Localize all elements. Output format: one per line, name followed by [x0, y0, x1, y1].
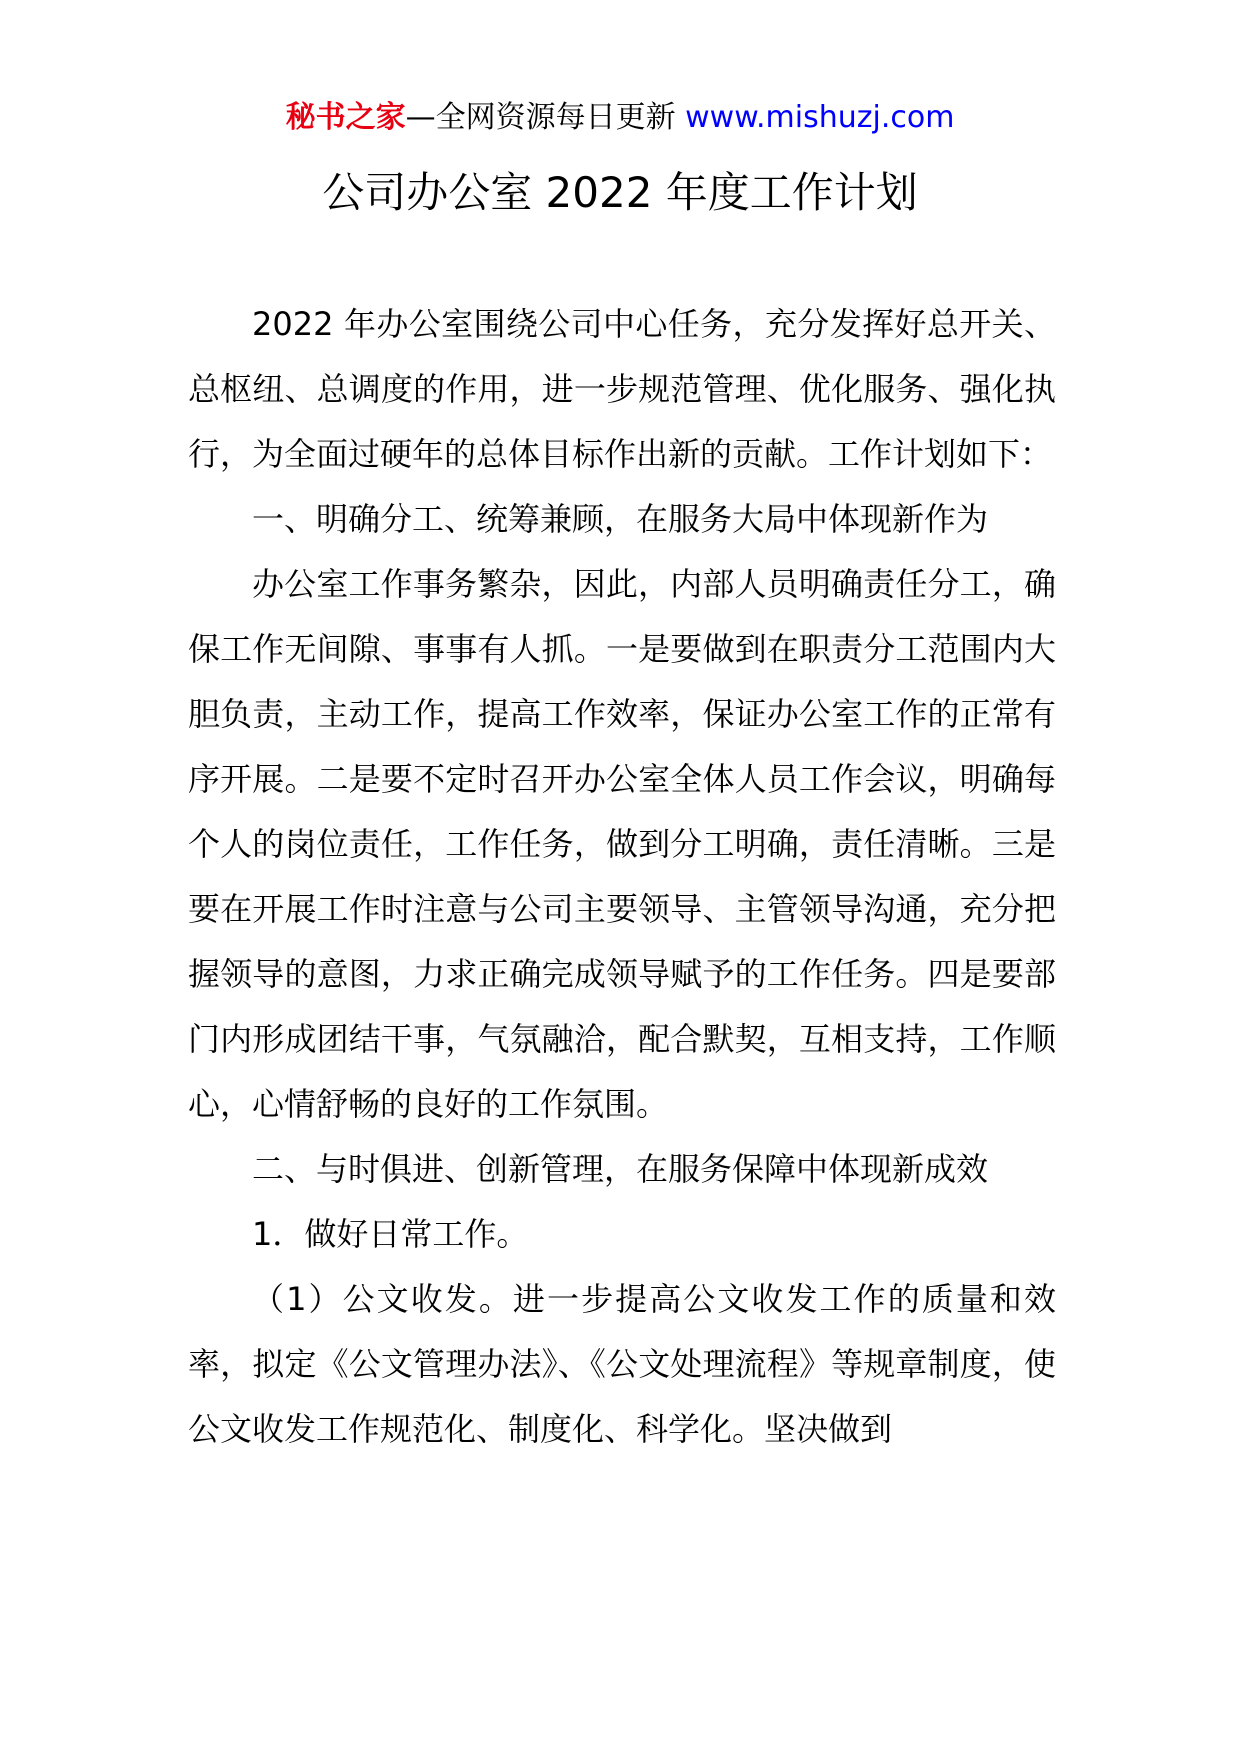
subsection-heading-1: 1．做好日常工作。	[252, 1215, 529, 1253]
watermark-header	[0, 98, 1240, 138]
section-heading-2: 二、与时俱进、创新管理，在服务保障中体现新成效	[252, 1150, 989, 1188]
intro-paragraph: 2022 年办公室围绕公司中心任务，充分发挥好总开关、总枢纽、总调度的作用，进一步规范管理、优化服务、强化执行，为全面过硬年的总体目标作出新的贡献。工作计划如下：	[188, 305, 1056, 473]
section-1-paragraph: 办公室工作事务繁杂，因此，内部人员明确责任分工，确保工作无间隙、事事有人抓。一是要做到在职责分工范围内大胆负责，主动工作，提高工作效率，保证办公室工作的正常有序开展。二是要不定时召开办公室全体人员工作会议，明确每个人的岗位责任，工作任务，做到分工明确，责任清晰。三是要在开展工作时注意与公司主要领导、主管领导沟通，充分把握领导的意图，力求正确完成领导赋予的工作任务。四是要部门内形成团结干事，气氛融洽，配合默契，互相支持，工作顺心，心情舒畅的良好的工作氛围。	[188, 565, 1056, 1123]
site-slogan: —全网资源每日更新	[405, 100, 686, 135]
site-url-link[interactable]: www.mishuzj.com	[685, 100, 955, 135]
section-heading-1: 一、明确分工、统筹兼顾，在服务大局中体现新作为	[252, 500, 989, 538]
subsection-1-1-paragraph: （1）公文收发。进一步提高公文收发工作的质量和效率，拟定《公文管理办法》、《公文处理流程》等规章制度，使公文收发工作规范化、制度化、科学化。坚决做到	[188, 1280, 1056, 1448]
document-body	[188, 292, 1056, 1462]
document-title: 公司办公室 2022 年度工作计划	[322, 168, 918, 217]
site-brand: 秘书之家	[285, 100, 406, 135]
